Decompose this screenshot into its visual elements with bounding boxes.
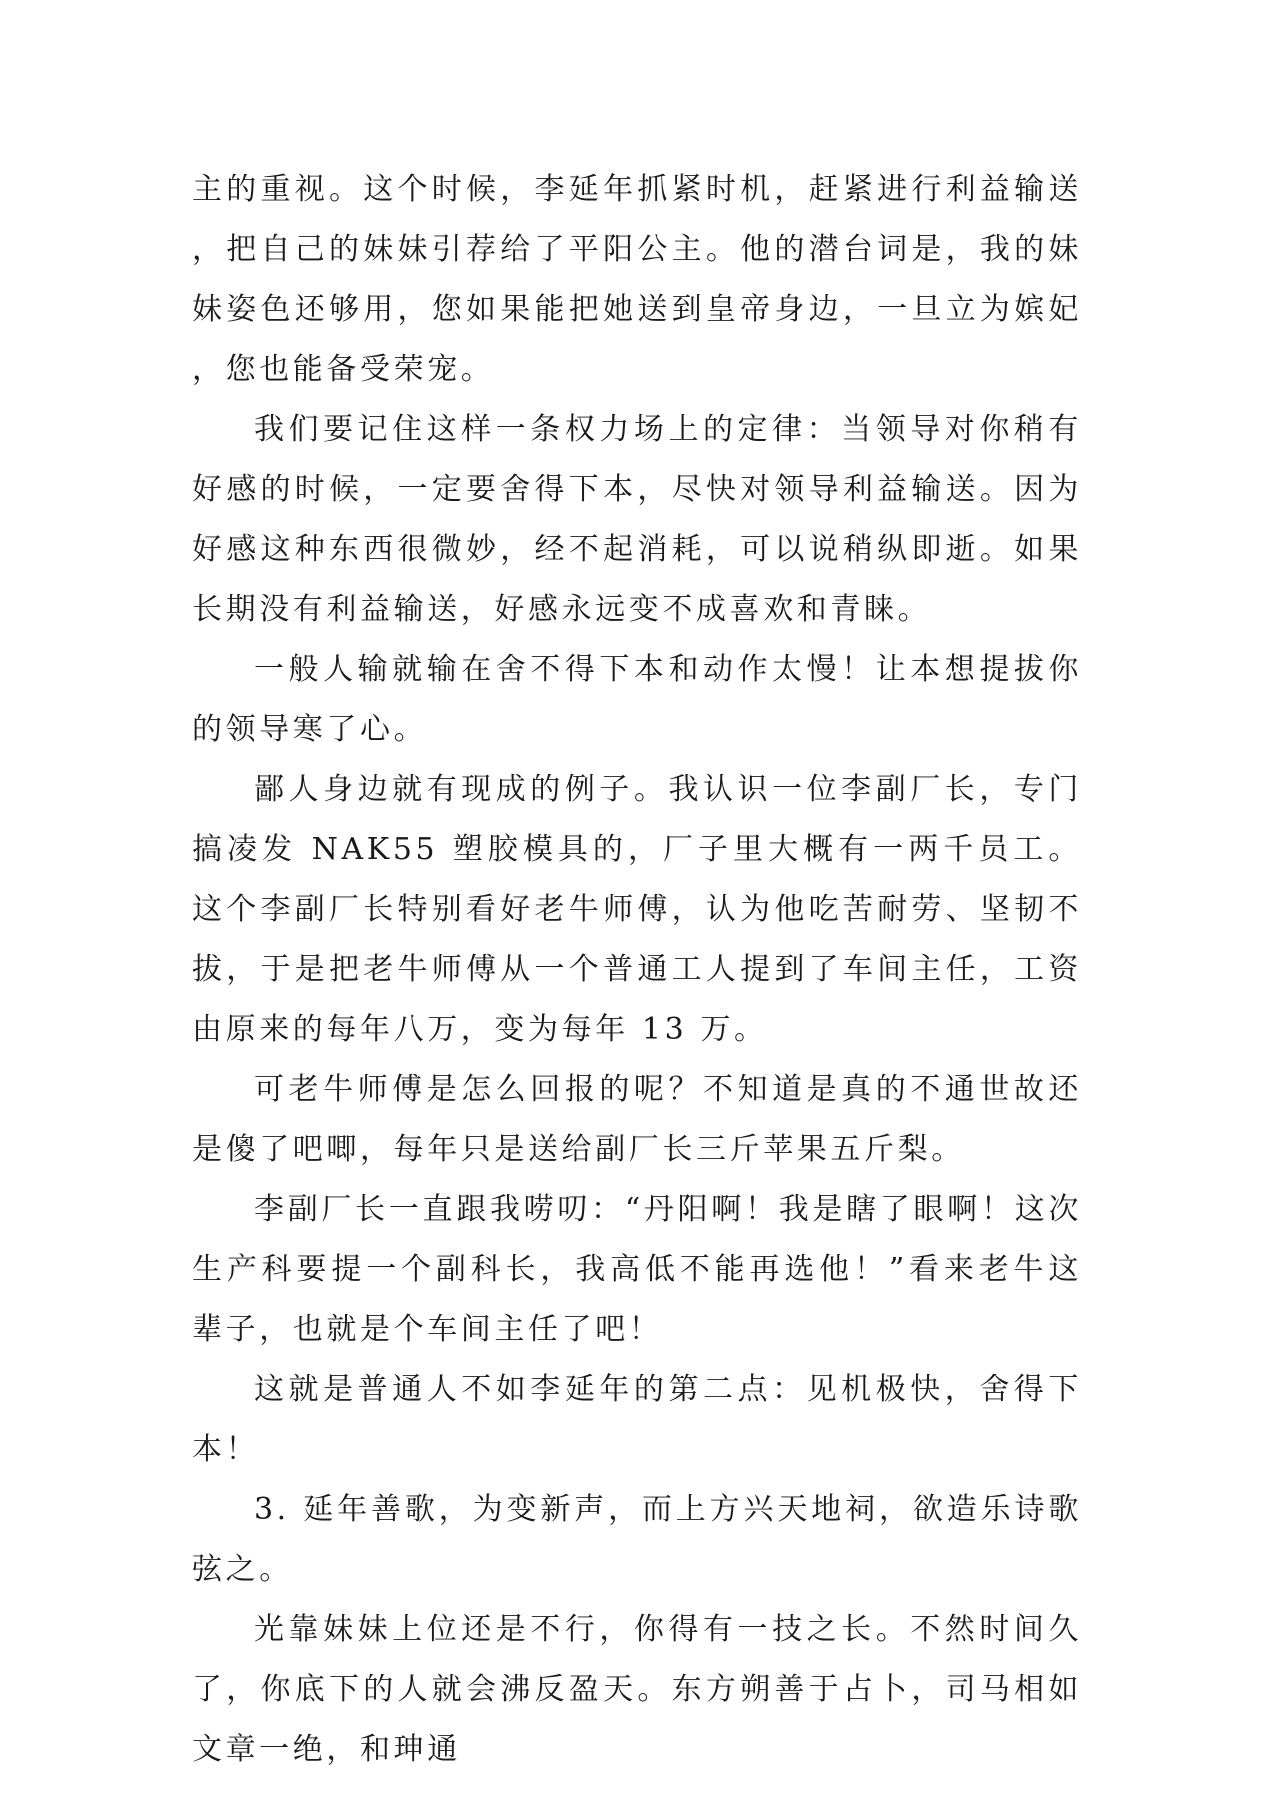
paragraph: 一般人输就输在舍不得下本和动作太慢！让本想提拔你的领导寒了心。 [192, 652, 1082, 747]
paragraph: 这就是普通人不如李延年的第二点：见机极快，舍得下本！ [192, 1372, 1082, 1467]
paragraph-continued: 主的重视。这个时候，李延年抓紧时机，赶紧进行利益输送，把自己的妹妹引荐给了平阳公主。他的潜台词是，我的妹妹姿色还够用，您如果能把她送到皇帝身边，一旦立为嫔妃，您也能备受荣宠。 [192, 172, 1082, 387]
paragraph: 我们要记住这样一条权力场上的定律：当领导对你稍有好感的时候，一定要舍得下本，尽快对领导利益输送。因为好感这种东西很微妙，经不起消耗，可以说稍纵即逝。如果长期没有利益输送，好感永远变不成喜欢和青睐。 [192, 412, 1082, 627]
paragraph: 可老牛师傅是怎么回报的呢？不知道是真的不通世故还是傻了吧唧，每年只是送给副厂长三斤苹果五斤梨。 [192, 1072, 1082, 1167]
document-body [192, 160, 1082, 1780]
paragraph: 鄙人身边就有现成的例子。我认识一位李副厂长，专门搞凌发 NAK55 塑胶模具的，厂子里大概有一两千员工。这个李副厂长特别看好老牛师傅，认为他吃苦耐劳、坚韧不拔，于是把老牛师傅从一个普通工人提到了车间主任，工资由原来的每年八万，变为每年 13 万。 [192, 772, 1082, 1047]
paragraph: 李副厂长一直跟我唠叨：“丹阳啊！我是瞎了眼啊！这次生产科要提一个副科长，我高低不能再选他！”看来老牛这辈子，也就是个车间主任了吧！ [192, 1192, 1082, 1347]
section-heading: 3. 延年善歌，为变新声，而上方兴天地祠，欲造乐诗歌弦之。 [192, 1492, 1082, 1587]
paragraph: 光靠妹妹上位还是不行，你得有一技之长。不然时间久了，你底下的人就会沸反盈天。东方朔善于占卜，司马相如文章一绝，和珅通 [192, 1612, 1082, 1767]
